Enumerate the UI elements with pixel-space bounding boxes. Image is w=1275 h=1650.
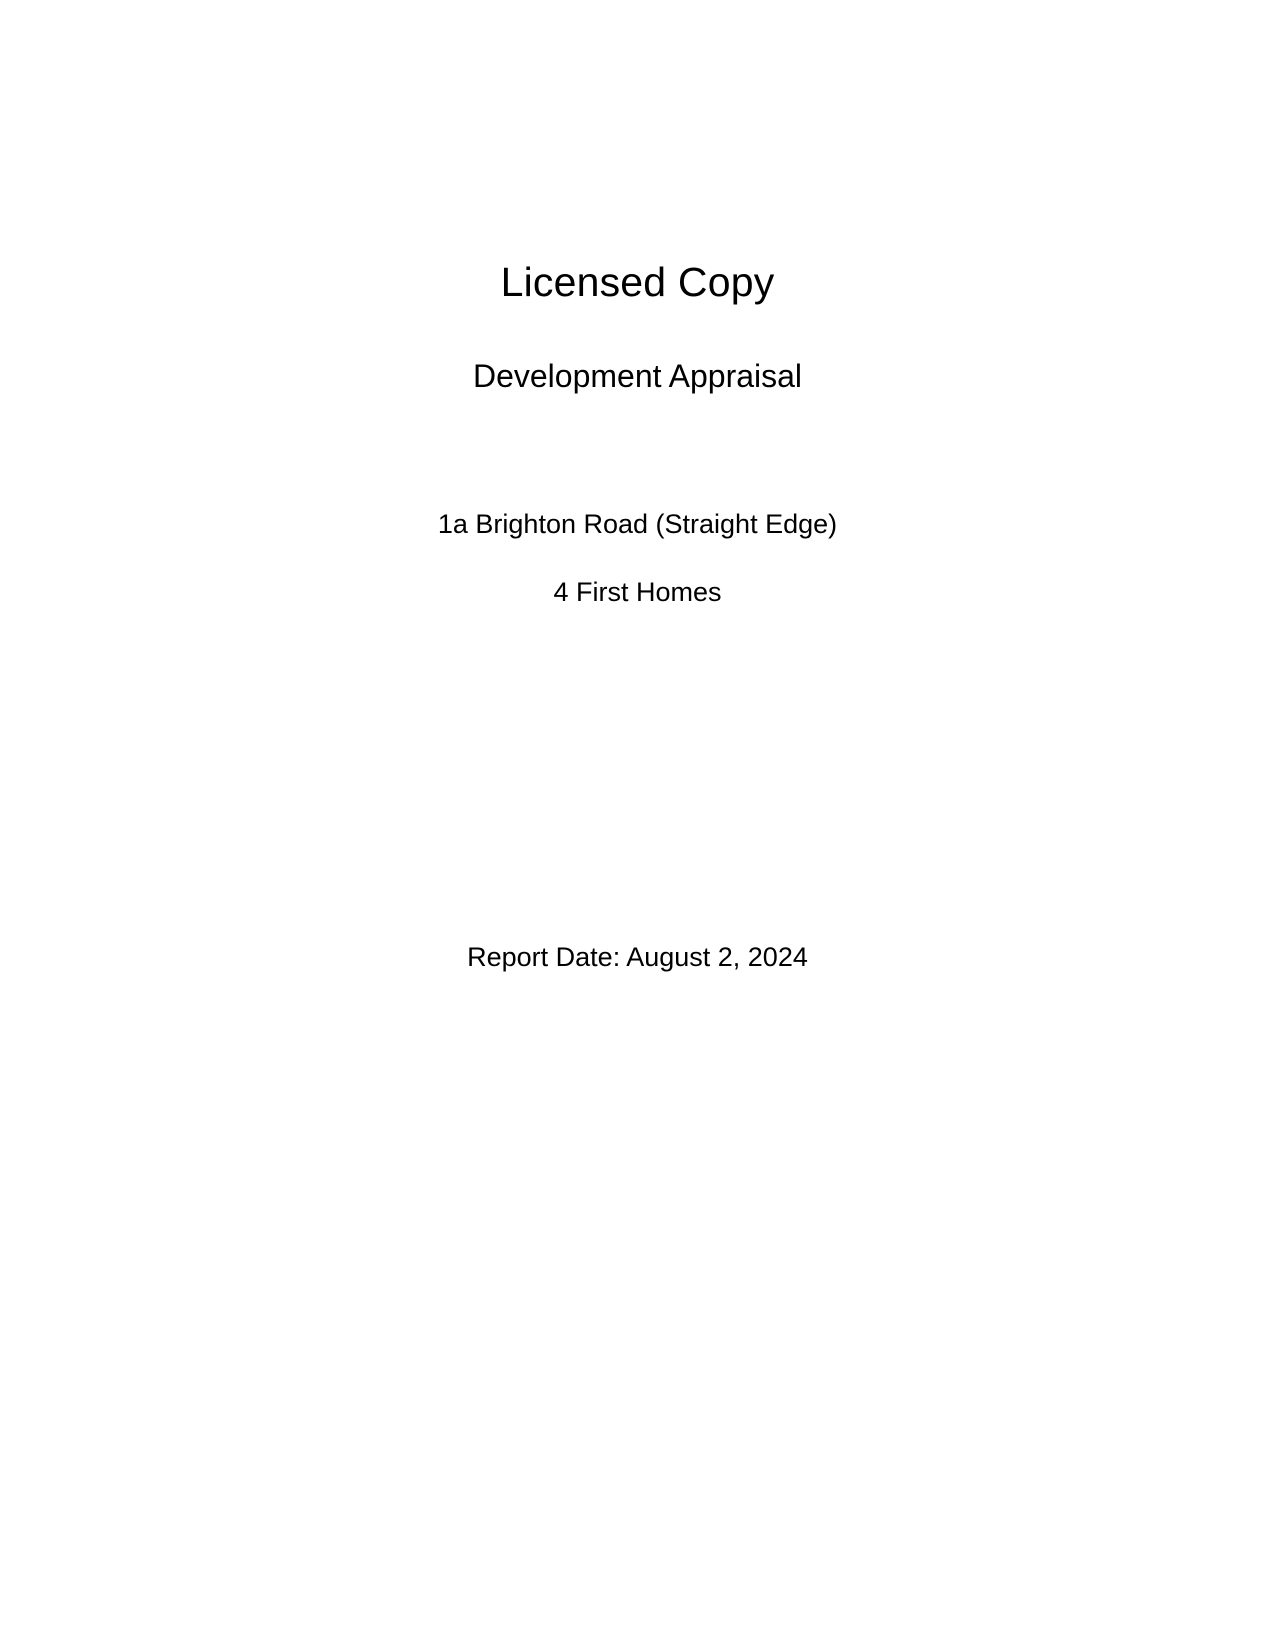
title-block	[0, 258, 1275, 307]
document-subtitle: Development Appraisal	[472, 358, 803, 394]
project-block	[0, 508, 1275, 540]
project-scheme: 4 First Homes	[553, 577, 722, 607]
project-address: 1a Brighton Road (Straight Edge)	[437, 509, 838, 539]
page-title: Licensed Copy	[500, 259, 775, 305]
report-date: Report Date: August 2, 2024	[467, 942, 808, 972]
